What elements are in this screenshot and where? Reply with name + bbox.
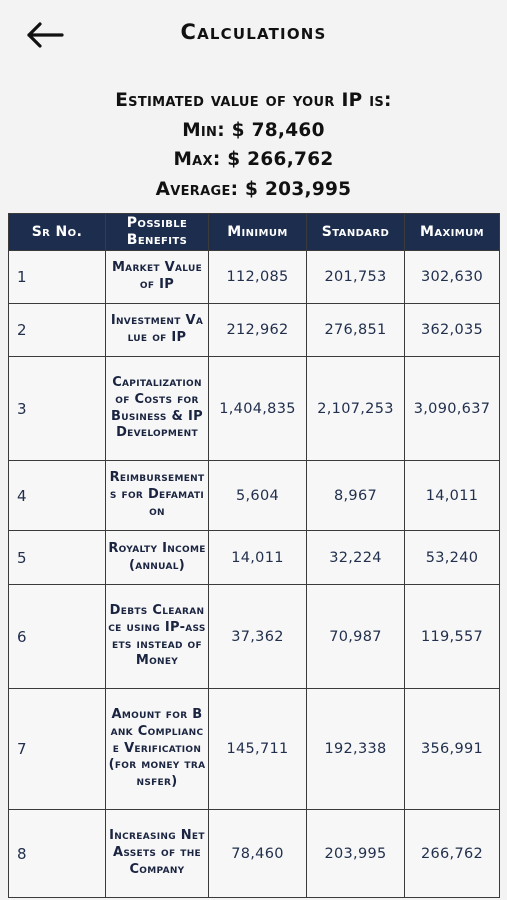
maximum-cell: 3,090,637 <box>405 357 500 461</box>
benefits-table <box>8 213 500 898</box>
table-header-row <box>9 214 500 251</box>
summary-max: Max: $ 266,762 <box>173 149 334 170</box>
maximum-cell: 119,557 <box>405 585 500 689</box>
table-row <box>9 357 500 461</box>
benefit-cell: Market Value of IP <box>106 251 209 304</box>
table-row <box>9 251 500 304</box>
column-header-benefits: Possible Benefits <box>106 214 209 251</box>
benefit-cell: Increasing Net Assets of the Company <box>106 810 209 898</box>
benefit-cell: Amount for Bank Compliance Verification (for money transfer) <box>106 689 209 810</box>
table-row <box>9 585 500 689</box>
page-title: Calculations <box>180 20 327 44</box>
sr-cell: 5 <box>9 531 106 585</box>
benefit-cell: Debts Clearance using IP-assets instead of Money <box>106 585 209 689</box>
minimum-cell: 78,460 <box>209 810 307 898</box>
summary-min: Min: $ 78,460 <box>182 119 325 141</box>
minimum-cell: 5,604 <box>209 461 307 531</box>
maximum-cell: 14,011 <box>405 461 500 531</box>
standard-cell: 276,851 <box>307 304 405 357</box>
maximum-cell: 302,630 <box>405 251 500 304</box>
sr-cell: 3 <box>9 357 106 461</box>
sr-cell: 4 <box>9 461 106 531</box>
maximum-cell: 362,035 <box>405 304 500 357</box>
minimum-cell: 1,404,835 <box>209 357 307 461</box>
column-header-maximum: Maximum <box>405 214 500 251</box>
table-row <box>9 531 500 585</box>
table-row <box>9 304 500 357</box>
sr-cell: 1 <box>9 251 106 304</box>
table-row <box>9 689 500 810</box>
standard-cell: 201,753 <box>307 251 405 304</box>
maximum-cell: 356,991 <box>405 689 500 810</box>
summary-heading: Estimated value of your IP is: <box>115 90 392 111</box>
column-header-minimum: Minimum <box>209 214 307 251</box>
standard-cell: 2,107,253 <box>307 357 405 461</box>
column-header-standard: Standard <box>307 214 405 251</box>
standard-cell: 8,967 <box>307 461 405 531</box>
sr-cell: 7 <box>9 689 106 810</box>
minimum-cell: 145,711 <box>209 689 307 810</box>
summary-average: Average: $ 203,995 <box>155 178 352 200</box>
maximum-cell: 266,762 <box>405 810 500 898</box>
app-header <box>0 0 507 70</box>
sr-cell: 8 <box>9 810 106 898</box>
minimum-cell: 14,011 <box>209 531 307 585</box>
table-row <box>9 461 500 531</box>
benefit-cell: Investment Value of IP <box>106 304 209 357</box>
standard-cell: 32,224 <box>307 531 405 585</box>
standard-cell: 203,995 <box>307 810 405 898</box>
column-header-sr: Sr No. <box>9 214 106 251</box>
estimate-summary <box>0 86 507 204</box>
standard-cell: 70,987 <box>307 585 405 689</box>
benefit-cell: Royalty Income (annual) <box>106 531 209 585</box>
table-row <box>9 810 500 898</box>
minimum-cell: 212,962 <box>209 304 307 357</box>
benefit-cell: Reimbursements for Defamation <box>106 461 209 531</box>
minimum-cell: 112,085 <box>209 251 307 304</box>
sr-cell: 2 <box>9 304 106 357</box>
benefit-cell: Capitalization of Costs for Business & IP Development <box>106 357 209 461</box>
standard-cell: 192,338 <box>307 689 405 810</box>
minimum-cell: 37,362 <box>209 585 307 689</box>
maximum-cell: 53,240 <box>405 531 500 585</box>
sr-cell: 6 <box>9 585 106 689</box>
